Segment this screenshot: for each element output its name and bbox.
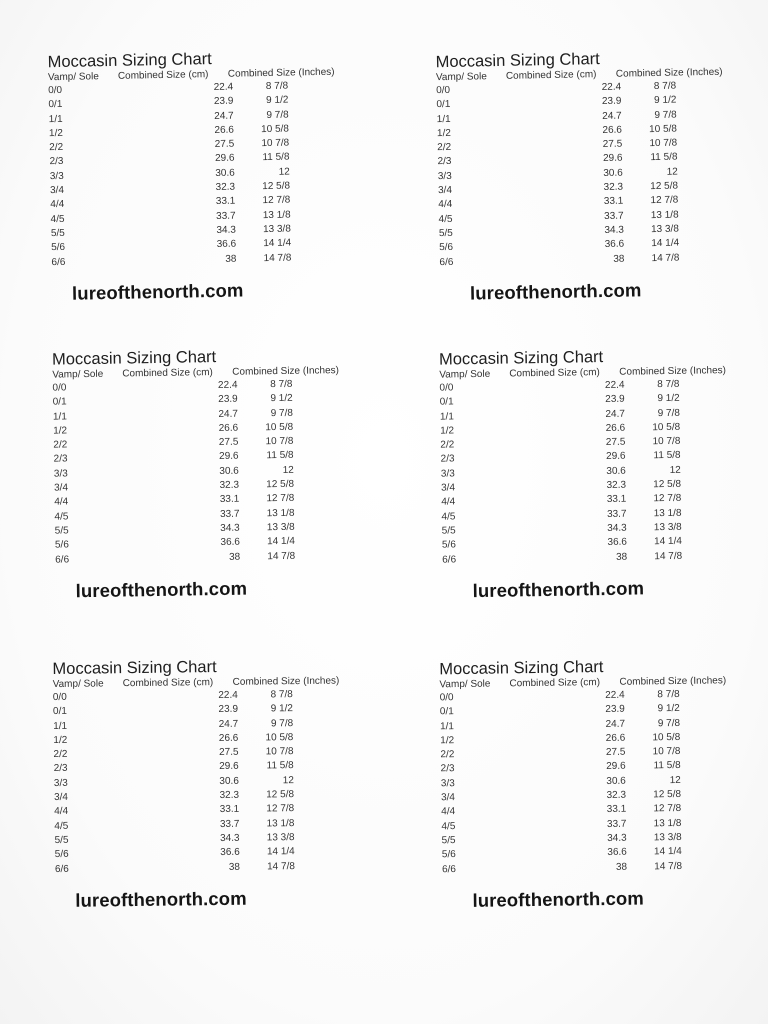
cell-combined-inches: 11 5/8 [653, 450, 681, 462]
cell-combined-inches: 13 1/8 [262, 209, 291, 221]
cell-combined-inches: 13 3/8 [653, 831, 682, 844]
cell-vamp-sole: 6/6 [55, 553, 70, 566]
cell-vamp-sole: 1/1 [439, 410, 454, 423]
cell-combined-cm: 24.7 [602, 110, 622, 122]
cell-vamp-sole: 6/6 [442, 553, 457, 566]
cell-combined-inches: 14 7/8 [267, 860, 295, 872]
header-combined-cm: Combined Size (cm) [505, 69, 597, 82]
cell-combined-inches: 11 5/8 [653, 760, 681, 772]
cell-combined-cm: 34.3 [604, 224, 624, 236]
cell-combined-inches: 14 1/4 [267, 536, 296, 548]
cell-vamp-sole: 0/1 [439, 706, 454, 718]
cell-combined-cm: 30.6 [219, 465, 239, 477]
cell-combined-cm: 33.1 [219, 804, 240, 816]
cell-vamp-sole: 5/6 [439, 242, 454, 254]
chart-title: Moccasin Sizing Chart [51, 348, 217, 369]
cell-vamp-sole: 1/2 [440, 425, 455, 437]
cell-combined-inches: 9 7/8 [654, 109, 677, 121]
cell-combined-inches: 8 7/8 [657, 378, 680, 391]
chart-title: Moccasin Sizing Chart [52, 658, 217, 679]
cell-combined-cm: 33.7 [606, 818, 627, 830]
cell-combined-cm: 34.3 [220, 522, 240, 534]
cell-combined-cm: 29.6 [606, 761, 626, 773]
size-table [440, 688, 768, 878]
cell-vamp-sole: 0/0 [439, 692, 454, 704]
size-table [439, 377, 768, 568]
cell-combined-cm: 22.4 [601, 81, 622, 94]
cell-combined-inches: 8 7/8 [657, 688, 680, 701]
header-vamp-sole: Vamp/ Sole [439, 678, 491, 691]
cell-combined-inches: 12 [282, 774, 294, 787]
cell-vamp-sole: 4/4 [50, 199, 65, 211]
cell-combined-cm: 34.3 [216, 224, 236, 236]
header-combined-inches: Combined Size (Inches) [227, 66, 335, 80]
cell-vamp-sole: 3/4 [53, 482, 69, 494]
cell-vamp-sole: 6/6 [439, 256, 454, 268]
cell-combined-cm: 36.6 [604, 238, 625, 251]
cell-vamp-sole: 5/5 [54, 834, 69, 846]
cell-combined-cm: 27.5 [605, 436, 626, 449]
cell-vamp-sole: 1/2 [436, 127, 451, 140]
cell-combined-inches: 14 7/8 [263, 252, 292, 264]
cell-vamp-sole: 0/1 [52, 396, 67, 408]
cell-vamp-sole: 0/1 [48, 99, 63, 111]
cell-vamp-sole: 4/4 [438, 199, 453, 211]
sizing-chart-card-6 [439, 656, 768, 931]
cell-vamp-sole: 0/1 [436, 99, 451, 111]
cell-combined-inches: 11 5/8 [262, 152, 290, 164]
cell-combined-inches: 8 7/8 [270, 689, 293, 701]
cell-vamp-sole: 4/5 [54, 820, 69, 832]
cell-vamp-sole: 2/3 [49, 156, 64, 168]
cell-combined-cm: 33.7 [219, 818, 240, 830]
cell-combined-cm: 30.6 [606, 465, 626, 477]
cell-vamp-sole: 4/5 [441, 820, 456, 832]
header-combined-cm: Combined Size (cm) [509, 677, 601, 690]
cell-combined-inches: 9 7/8 [657, 407, 680, 419]
cell-vamp-sole: 3/4 [440, 792, 456, 804]
cell-combined-cm: 33.7 [606, 508, 627, 520]
cell-vamp-sole: 3/3 [437, 170, 452, 182]
cell-vamp-sole: 1/1 [439, 720, 455, 732]
chart-title: Moccasin Sizing Chart [435, 50, 600, 72]
cell-combined-inches: 13 1/8 [653, 507, 682, 519]
header-combined-inches: Combined Size (Inches) [232, 675, 340, 688]
cell-vamp-sole: 3/4 [53, 791, 69, 804]
cell-combined-inches: 13 3/8 [262, 223, 291, 236]
cell-combined-inches: 8 7/8 [270, 378, 293, 391]
cell-vamp-sole: 3/3 [440, 777, 455, 790]
cell-combined-cm: 30.6 [219, 775, 239, 787]
cell-vamp-sole: 3/4 [437, 184, 453, 197]
cell-vamp-sole: 5/6 [441, 849, 456, 861]
cell-combined-inches: 12 5/8 [653, 789, 682, 801]
cell-combined-inches: 12 7/8 [266, 803, 295, 815]
header-combined-inches: Combined Size (Inches) [232, 365, 340, 378]
cell-combined-inches: 11 5/8 [266, 760, 294, 772]
cell-vamp-sole: 1/1 [53, 720, 68, 732]
cell-combined-cm: 23.9 [605, 704, 625, 716]
cell-vamp-sole: 3/3 [53, 468, 68, 480]
cell-combined-cm: 38 [225, 253, 237, 265]
cell-combined-cm: 27.5 [218, 436, 239, 449]
cell-vamp-sole: 1/2 [440, 735, 455, 747]
cell-vamp-sole: 5/6 [51, 242, 66, 254]
cell-combined-cm: 27.5 [214, 138, 235, 151]
cell-vamp-sole: 2/2 [53, 749, 68, 761]
cell-vamp-sole: 1/2 [53, 734, 68, 746]
cell-vamp-sole: 2/3 [53, 453, 68, 466]
cell-combined-cm: 23.9 [601, 95, 622, 108]
cell-combined-cm: 22.4 [218, 689, 238, 702]
cell-combined-inches: 9 7/8 [270, 717, 294, 729]
cell-combined-inches: 13 3/8 [653, 521, 682, 534]
cell-combined-inches: 12 7/8 [650, 194, 679, 207]
cell-vamp-sole: 4/4 [54, 806, 69, 818]
header-vamp-sole: Vamp/ Sole [435, 71, 487, 84]
cell-vamp-sole: 5/6 [54, 539, 69, 551]
cell-vamp-sole: 0/0 [48, 84, 63, 97]
cell-combined-cm: 23.9 [218, 393, 238, 406]
cell-vamp-sole: 0/0 [52, 382, 67, 394]
header-combined-cm: Combined Size (cm) [117, 69, 209, 82]
cell-vamp-sole: 6/6 [441, 863, 457, 875]
website-text: lureofthenorth.com [75, 577, 248, 602]
cell-combined-cm: 27.5 [218, 746, 239, 759]
cell-combined-inches: 9 1/2 [266, 94, 289, 107]
cell-vamp-sole: 4/5 [438, 213, 453, 225]
cell-combined-inches: 9 7/8 [266, 109, 289, 121]
cell-vamp-sole: 1/2 [53, 425, 68, 437]
cell-combined-cm: 32.3 [219, 479, 240, 492]
cell-vamp-sole: 5/5 [438, 227, 453, 240]
cell-combined-inches: 14 7/8 [267, 550, 296, 562]
cell-combined-cm: 24.7 [218, 718, 239, 730]
cell-combined-cm: 34.3 [607, 522, 627, 534]
cell-combined-cm: 32.3 [603, 181, 624, 194]
cell-combined-inches: 9 1/2 [657, 393, 680, 405]
cell-combined-inches: 14 7/8 [654, 550, 683, 562]
cell-combined-cm: 32.3 [215, 181, 236, 194]
cell-combined-inches: 9 7/8 [270, 407, 293, 419]
cell-combined-cm: 26.6 [605, 732, 626, 744]
cell-combined-cm: 24.7 [605, 408, 626, 420]
cell-combined-cm: 33.7 [219, 508, 240, 520]
header-vamp-sole: Vamp/ Sole [439, 368, 491, 381]
cell-vamp-sole: 5/5 [441, 835, 456, 847]
header-combined-cm: Combined Size (cm) [509, 367, 600, 380]
sizing-chart-card-3 [52, 345, 386, 620]
cell-vamp-sole: 4/4 [54, 496, 69, 508]
cell-combined-cm: 38 [228, 551, 241, 563]
header-combined-inches: Combined Size (Inches) [619, 365, 727, 378]
cell-combined-inches: 10 7/8 [649, 137, 678, 150]
website-text: lureofthenorth.com [472, 577, 645, 602]
cell-vamp-sole: 2/2 [53, 439, 68, 451]
cell-combined-inches: 9 1/2 [270, 393, 293, 405]
cell-combined-inches: 13 1/8 [653, 817, 682, 830]
cell-combined-cm: 32.3 [606, 789, 627, 802]
cell-combined-inches: 12 7/8 [266, 493, 295, 505]
cell-vamp-sole: 1/1 [48, 113, 63, 125]
chart-title: Moccasin Sizing Chart [438, 348, 604, 369]
header-combined-inches: Combined Size (Inches) [619, 675, 727, 688]
sizing-chart-card-2 [435, 47, 768, 323]
cell-combined-inches: 14 1/4 [654, 536, 683, 548]
cell-combined-inches: 14 7/8 [654, 860, 683, 872]
cell-combined-inches: 14 1/4 [266, 846, 295, 858]
cell-vamp-sole: 3/3 [53, 777, 68, 789]
cell-vamp-sole: 5/5 [54, 525, 69, 537]
cell-combined-inches: 10 5/8 [265, 421, 294, 434]
cell-vamp-sole: 2/3 [437, 156, 452, 168]
cell-combined-inches: 10 7/8 [652, 436, 681, 448]
cell-vamp-sole: 2/2 [440, 749, 455, 761]
cell-combined-inches: 10 7/8 [265, 436, 294, 448]
cell-combined-inches: 12 [666, 166, 678, 178]
cell-combined-cm: 22.4 [217, 379, 238, 392]
cell-combined-inches: 11 5/8 [266, 450, 294, 462]
cell-combined-cm: 33.1 [215, 195, 236, 208]
cell-combined-cm: 36.6 [220, 536, 241, 549]
cell-combined-inches: 12 5/8 [262, 180, 291, 193]
cell-combined-inches: 10 5/8 [649, 123, 678, 135]
header-vamp-sole: Vamp/ Sole [52, 678, 104, 691]
cell-vamp-sole: 5/5 [50, 227, 65, 240]
cell-combined-cm: 38 [615, 551, 628, 563]
cell-combined-cm: 26.6 [218, 422, 239, 434]
cell-vamp-sole: 1/2 [48, 127, 63, 140]
cell-combined-cm: 23.9 [213, 95, 234, 108]
website-text: lureofthenorth.com [75, 887, 247, 911]
website-text: lureofthenorth.com [472, 887, 645, 911]
header-combined-cm: Combined Size (cm) [122, 677, 214, 690]
cell-combined-cm: 29.6 [214, 153, 235, 165]
chart-title: Moccasin Sizing Chart [439, 658, 604, 679]
cell-combined-inches: 11 5/8 [650, 152, 678, 164]
cell-combined-cm: 36.6 [607, 846, 627, 859]
cell-vamp-sole: 1/1 [52, 410, 67, 423]
cell-combined-inches: 12 5/8 [650, 180, 679, 193]
size-table [52, 377, 385, 568]
cell-combined-cm: 33.7 [216, 210, 236, 222]
cell-vamp-sole: 3/4 [440, 482, 456, 494]
cell-vamp-sole: 2/3 [53, 763, 68, 775]
cell-combined-cm: 38 [613, 253, 625, 265]
cell-combined-cm: 36.6 [216, 238, 237, 251]
cell-vamp-sole: 0/1 [52, 706, 67, 718]
header-vamp-sole: Vamp/ Sole [52, 368, 104, 381]
cell-combined-cm: 26.6 [605, 422, 626, 434]
cell-combined-cm: 24.7 [214, 110, 234, 122]
header-combined-cm: Combined Size (cm) [122, 367, 213, 380]
cell-combined-inches: 9 1/2 [270, 703, 294, 715]
cell-combined-cm: 27.5 [602, 138, 623, 151]
cell-combined-inches: 9 7/8 [657, 717, 681, 729]
cell-combined-inches: 8 7/8 [653, 80, 677, 93]
cell-combined-cm: 22.4 [604, 379, 625, 392]
cell-vamp-sole: 2/2 [437, 142, 452, 154]
sizing-chart-card-1 [47, 47, 382, 323]
cell-vamp-sole: 4/5 [441, 511, 456, 523]
cell-combined-cm: 36.6 [220, 847, 240, 859]
cell-vamp-sole: 0/0 [52, 691, 67, 704]
cell-vamp-sole: 6/6 [51, 256, 66, 268]
cell-combined-cm: 22.4 [213, 81, 234, 94]
cell-combined-cm: 33.1 [219, 494, 240, 506]
cell-combined-cm: 26.6 [602, 124, 623, 136]
cell-vamp-sole: 4/4 [441, 496, 456, 508]
cell-combined-cm: 36.6 [607, 536, 628, 549]
size-table [53, 688, 385, 878]
cell-vamp-sole: 5/6 [54, 849, 69, 861]
website-text: lureofthenorth.com [469, 279, 642, 304]
cell-combined-cm: 29.6 [606, 451, 626, 463]
cell-combined-inches: 9 1/2 [657, 703, 680, 715]
cell-vamp-sole: 5/6 [441, 539, 456, 551]
table-row [55, 860, 385, 878]
cell-combined-inches: 10 7/8 [265, 746, 294, 758]
cell-vamp-sole: 0/1 [439, 396, 454, 408]
cell-combined-inches: 13 3/8 [266, 521, 295, 534]
cell-combined-cm: 30.6 [215, 167, 235, 179]
cell-combined-cm: 26.6 [218, 732, 239, 744]
cell-combined-cm: 33.1 [603, 195, 624, 208]
chart-title: Moccasin Sizing Chart [47, 50, 212, 72]
cell-combined-cm: 34.3 [220, 832, 240, 844]
cell-vamp-sole: 3/3 [49, 170, 64, 182]
cell-combined-cm: 30.6 [603, 167, 623, 179]
cell-vamp-sole: 2/2 [440, 439, 455, 451]
cell-combined-inches: 10 5/8 [265, 731, 294, 744]
cell-combined-inches: 13 1/8 [650, 209, 679, 221]
cell-combined-inches: 8 7/8 [265, 80, 289, 93]
header-combined-inches: Combined Size (Inches) [615, 66, 723, 80]
cell-combined-inches: 14 1/4 [653, 846, 682, 858]
cell-combined-inches: 10 5/8 [652, 421, 681, 434]
cell-combined-cm: 32.3 [219, 789, 240, 802]
cell-combined-cm: 38 [615, 861, 628, 873]
cell-vamp-sole: 5/5 [441, 525, 456, 537]
cell-combined-inches: 10 7/8 [261, 137, 290, 150]
cell-vamp-sole: 2/3 [440, 763, 455, 775]
cell-combined-inches: 10 7/8 [652, 746, 681, 758]
cell-combined-cm: 23.9 [605, 393, 625, 406]
cell-combined-inches: 13 1/8 [266, 817, 295, 830]
size-table [48, 79, 382, 271]
cell-combined-cm: 24.7 [605, 718, 626, 730]
cell-combined-cm: 26.6 [214, 124, 235, 136]
cell-vamp-sole: 0/0 [436, 84, 451, 97]
cell-vamp-sole: 3/4 [49, 184, 65, 197]
cell-combined-cm: 22.4 [605, 689, 625, 702]
cell-combined-inches: 12 7/8 [653, 493, 682, 505]
sizing-chart-card-4 [439, 345, 768, 620]
cell-vamp-sole: 4/4 [441, 806, 456, 818]
cell-combined-cm: 23.9 [218, 704, 239, 716]
cell-combined-cm: 32.3 [606, 479, 627, 492]
cell-combined-cm: 27.5 [605, 746, 626, 759]
cell-vamp-sole: 4/5 [54, 511, 69, 523]
cell-combined-inches: 12 5/8 [653, 478, 682, 491]
cell-combined-cm: 24.7 [218, 408, 239, 420]
cell-combined-inches: 12 [669, 774, 681, 786]
cell-combined-inches: 13 3/8 [266, 832, 295, 844]
sizing-chart-card-5 [52, 656, 385, 930]
cell-combined-inches: 14 1/4 [263, 237, 292, 250]
cell-combined-inches: 12 5/8 [266, 478, 295, 491]
cell-combined-inches: 12 [278, 166, 290, 178]
cell-combined-inches: 14 7/8 [651, 252, 680, 264]
cell-vamp-sole: 0/0 [439, 382, 454, 394]
header-vamp-sole: Vamp/ Sole [47, 71, 99, 84]
cell-combined-inches: 10 5/8 [261, 123, 290, 135]
cell-vamp-sole: 6/6 [54, 863, 69, 875]
cell-combined-inches: 9 1/2 [654, 94, 677, 107]
cell-combined-cm: 33.1 [606, 804, 627, 816]
cell-combined-inches: 12 [669, 464, 681, 476]
website-text: lureofthenorth.com [71, 279, 244, 304]
cell-combined-inches: 14 1/4 [651, 237, 680, 250]
cell-combined-cm: 33.1 [606, 494, 627, 506]
cell-combined-cm: 29.6 [602, 153, 623, 165]
size-table [436, 79, 768, 271]
cell-combined-inches: 12 [282, 464, 294, 476]
cell-combined-inches: 12 7/8 [653, 803, 682, 815]
cell-vamp-sole: 1/1 [436, 113, 451, 125]
cell-combined-cm: 33.7 [604, 210, 624, 222]
cell-vamp-sole: 4/5 [50, 213, 65, 225]
cell-combined-cm: 29.6 [219, 451, 239, 463]
cell-vamp-sole: 3/3 [440, 468, 455, 480]
cell-combined-inches: 13 1/8 [266, 507, 295, 519]
cell-combined-inches: 12 7/8 [262, 194, 291, 207]
cell-vamp-sole: 2/3 [440, 453, 455, 466]
cell-combined-cm: 34.3 [607, 832, 627, 844]
cell-combined-inches: 12 5/8 [266, 789, 295, 801]
cell-combined-inches: 10 5/8 [652, 731, 681, 744]
cell-combined-cm: 29.6 [219, 761, 239, 773]
cell-combined-inches: 13 3/8 [650, 223, 679, 236]
cell-vamp-sole: 2/2 [49, 142, 64, 154]
cell-combined-cm: 30.6 [606, 775, 626, 787]
cell-combined-cm: 38 [228, 861, 240, 873]
